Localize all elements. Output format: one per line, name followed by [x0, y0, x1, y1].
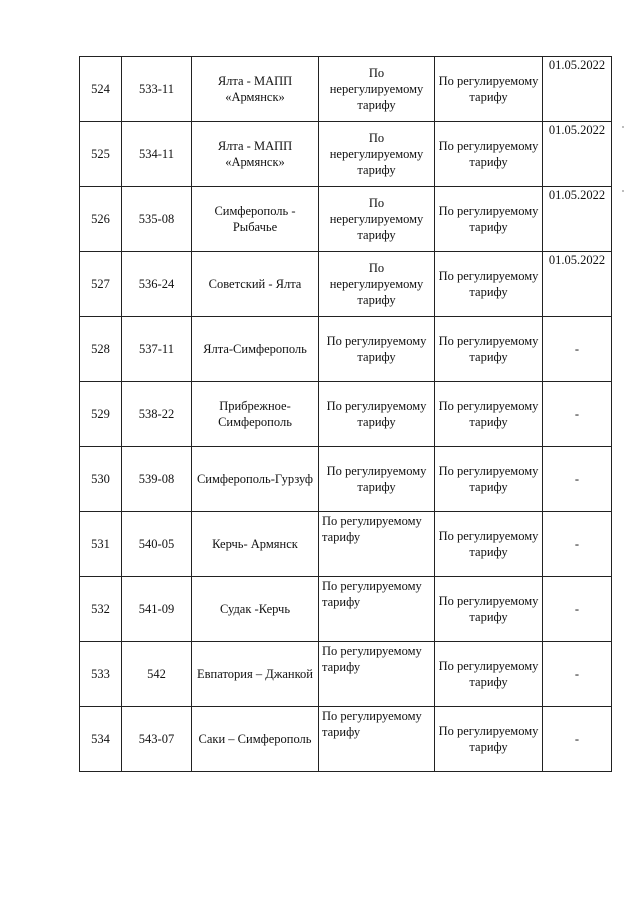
regulation-cell: По регулируемому тарифу [435, 317, 543, 382]
route-name-cell: Симферополь-Гурзуф [192, 447, 319, 512]
table-row [80, 382, 612, 447]
date-cell: - [543, 382, 612, 447]
table-row [80, 707, 612, 772]
tariff-type-cell: По нерегулируемому тарифу [319, 252, 435, 317]
table-row [80, 642, 612, 707]
table-row [80, 187, 612, 252]
regulation-cell: По регулируемому тарифу [435, 252, 543, 317]
regulation-cell: По регулируемому тарифу [435, 512, 543, 577]
regulation-cell: По регулируемому тарифу [435, 577, 543, 642]
date-cell: 01.05.2022 [543, 57, 612, 122]
date-cell: 01.05.2022 [543, 187, 612, 252]
date-cell: - [543, 447, 612, 512]
route-code-cell: 543-07 [122, 707, 192, 772]
regulation-cell: По регулируемому тарифу [435, 187, 543, 252]
row-number-cell: 530 [80, 447, 122, 512]
tariff-type-cell: По регулируемому тарифу [319, 642, 435, 707]
routes-table [79, 56, 612, 772]
row-number-cell: 534 [80, 707, 122, 772]
tariff-type-cell: По регулируемому тарифу [319, 512, 435, 577]
table-row [80, 122, 612, 187]
row-number-cell: 531 [80, 512, 122, 577]
route-code-cell: 538-22 [122, 382, 192, 447]
tariff-type-cell: По регулируемому тарифу [319, 317, 435, 382]
tariff-type-cell: По регулируемому тарифу [319, 577, 435, 642]
regulation-cell: По регулируемому тарифу [435, 122, 543, 187]
route-name-cell: Керчь- Армянск [192, 512, 319, 577]
route-code-cell: 539-08 [122, 447, 192, 512]
row-number-cell: 525 [80, 122, 122, 187]
tariff-type-cell: По регулируемому тарифу [319, 707, 435, 772]
scan-speck [622, 190, 624, 192]
tariff-type-cell: По нерегулируемому тарифу [319, 122, 435, 187]
row-number-cell: 533 [80, 642, 122, 707]
route-code-cell: 535-08 [122, 187, 192, 252]
row-number-cell: 526 [80, 187, 122, 252]
tariff-type-cell: По регулируемому тарифу [319, 447, 435, 512]
date-cell: - [543, 317, 612, 382]
table-row [80, 447, 612, 512]
row-number-cell: 524 [80, 57, 122, 122]
route-name-cell: Евпатория – Джанкой [192, 642, 319, 707]
table-row [80, 57, 612, 122]
table-row [80, 252, 612, 317]
table-row [80, 512, 612, 577]
regulation-cell: По регулируемому тарифу [435, 447, 543, 512]
regulation-cell: По регулируемому тарифу [435, 707, 543, 772]
date-cell: 01.05.2022 [543, 252, 612, 317]
date-cell: - [543, 707, 612, 772]
route-name-cell: Советский - Ялта [192, 252, 319, 317]
row-number-cell: 528 [80, 317, 122, 382]
regulation-cell: По регулируемому тарифу [435, 382, 543, 447]
route-name-cell: Прибрежное-Симферополь [192, 382, 319, 447]
table-row [80, 317, 612, 382]
date-cell: - [543, 642, 612, 707]
date-cell: - [543, 512, 612, 577]
route-name-cell: Саки – Симферополь [192, 707, 319, 772]
routes-table-body [80, 57, 612, 772]
regulation-cell: По регулируемому тарифу [435, 642, 543, 707]
route-code-cell: 533-11 [122, 57, 192, 122]
route-name-cell: Симферополь - Рыбачье [192, 187, 319, 252]
route-name-cell: Ялта - МАПП «Армянск» [192, 122, 319, 187]
route-code-cell: 534-11 [122, 122, 192, 187]
scan-speck [622, 126, 624, 128]
date-cell: 01.05.2022 [543, 122, 612, 187]
row-number-cell: 527 [80, 252, 122, 317]
route-name-cell: Судак -Керчь [192, 577, 319, 642]
route-code-cell: 537-11 [122, 317, 192, 382]
tariff-type-cell: По нерегулируемому тарифу [319, 57, 435, 122]
route-code-cell: 540-05 [122, 512, 192, 577]
route-name-cell: Ялта - МАПП «Армянск» [192, 57, 319, 122]
row-number-cell: 529 [80, 382, 122, 447]
route-code-cell: 542 [122, 642, 192, 707]
route-code-cell: 541-09 [122, 577, 192, 642]
regulation-cell: По регулируемому тарифу [435, 57, 543, 122]
tariff-type-cell: По регулируемому тарифу [319, 382, 435, 447]
route-name-cell: Ялта-Симферополь [192, 317, 319, 382]
date-cell: - [543, 577, 612, 642]
table-row [80, 577, 612, 642]
route-code-cell: 536-24 [122, 252, 192, 317]
tariff-type-cell: По нерегулируемому тарифу [319, 187, 435, 252]
row-number-cell: 532 [80, 577, 122, 642]
